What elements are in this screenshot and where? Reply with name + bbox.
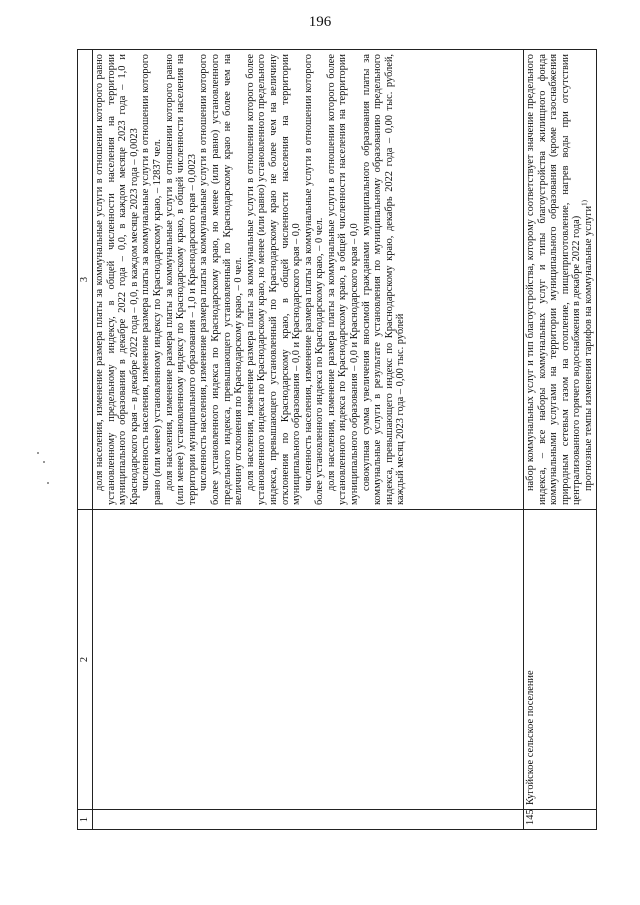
header-col-1: 1 <box>78 810 93 830</box>
rotated-table-container <box>77 50 597 830</box>
tail-text: прогнозные темпы изменения тарифов на коммунальные услуги <box>582 205 594 491</box>
row-number-cell <box>93 810 524 830</box>
footnote-mark: 1) <box>580 200 589 206</box>
rotated-table-area <box>77 50 597 830</box>
description-paragraph: численность населения, изменение размера платы за коммунальные услуги в отношении которого равно (или менее) установленному индексу по Краснодарскому краю, – 12837 чел. <box>140 54 163 505</box>
header-col-2: 2 <box>78 510 93 810</box>
table-row <box>524 50 597 830</box>
header-col-3: 3 <box>78 50 93 510</box>
scan-speck <box>43 461 45 463</box>
scan-speck <box>37 452 39 454</box>
description-paragraph: доля населения, изменение размера платы за коммунальные услуги в отношении которого равно (или менее) установленному индексу по Краснодарскому краю, в общей численности населения на территории муниципального образования – 1,0 и Краснодарского края – 0,0023 <box>163 54 198 505</box>
table-row <box>93 50 524 830</box>
page-number: 196 <box>308 14 332 30</box>
description-paragraph: доля населения, изменение размера платы за коммунальные услуги в отношении которого более установленного индекса по Краснодарскому краю, в общей численности населения на территории муниципального образования – 0,0 и Краснодарского края – 0,0 <box>325 54 361 505</box>
description-cell <box>524 50 597 510</box>
scan-speck <box>47 482 49 484</box>
description-cell <box>93 50 524 510</box>
table-header-row <box>78 50 93 830</box>
settlement-cell: Кугойское сельское поселение <box>524 510 597 810</box>
description-paragraph: набор коммунальных услуг и тип благоустройства, которому соответствует значение предельного индекса, – все наборы коммунальных услуг и типы благоустройства жилищного фонда коммунальными услугами на территории муниципального образования (кроме газоснабжения природным сетевым газом на отопление, пищеприготовление, нагрев воды при отсутствии централизованного горячего водоснабжения в декабре 2022 года) <box>525 54 583 505</box>
description-paragraph: численность населения, изменение размера платы за коммунальные услуги в отношении которого более установленного индекса по Краснодарскому краю, – 0 чел. <box>302 54 326 505</box>
description-paragraph: численность населения, изменение размера платы за коммунальные услуги в отношении которого более установленного индекса по Краснодарскому краю, но менее (или равно) установленного предельного индекса, превышающего установленный по Краснодарскому краю не более чем на величину отклонения по Краснодарскому краю, – 0 чел. <box>198 54 245 505</box>
description-paragraph: доля населения, изменение размера платы за коммунальные услуги в отношении которого равно установленному предельному индексу, в общей численности населения на территории муниципального образования в декабре 2022 года – 0,0, в каждом месяце 2023 года – 1,0 и Краснодарского края – в декабре 2022 года – 0,0, в каждом месяце 2023 года – 0,0023 <box>94 54 140 505</box>
row-number-cell: 145 <box>524 810 597 830</box>
tariff-table <box>77 49 597 830</box>
description-paragraph: совокупная сумма увеличения вносимой гражданами муниципального образования платы за коммунальные услуги в результате установления по муниципальному образованию предельного индекса, превышающего индекс по Краснодарскому краю, декабрь 2022 года – 0,00 тыс. рублей, каждый месяц 2023 года – 0,00 тыс. рублей <box>360 54 407 505</box>
description-paragraph-tail <box>580 54 595 505</box>
settlement-cell <box>93 510 524 810</box>
description-paragraph: доля населения, изменение размера платы за коммунальные услуги в отношении которого более установленного индекса по Краснодарскому краю, но менее (или равно) установленного предельного индекса, превышающего установленный по Краснодарскому краю не более чем на величину отклонения по Краснодарскому краю, в общей численности населения на территории муниципального образования – 0,0 и Краснодарского края – 0,0 <box>244 54 303 505</box>
